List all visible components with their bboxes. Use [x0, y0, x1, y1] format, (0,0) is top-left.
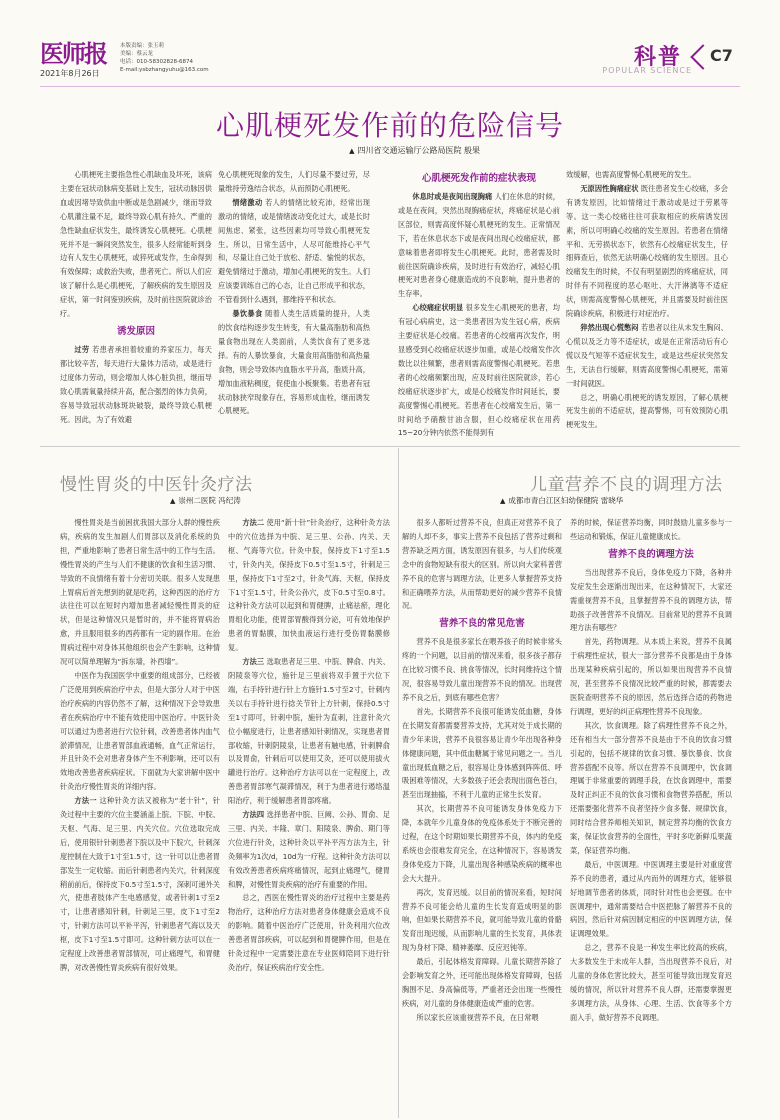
- paragraph: [228, 516, 390, 655]
- paragraph-text: 选择患者中脘、巨阙、公孙、胃俞、足三里、内关、丰隆、章门、阳陵泉、脾俞、期门等穴位进行针灸，这种针灸以平补平泻方法为主，针灸频率为1次/d，10d为一疗程。这种针灸方法可以有效改善患者疾病疼痛情况，起到止痛理气，健胃和脾，对慢性胃炎疾病的治疗有重要的作用。: [228, 810, 390, 889]
- left-article-headline: 慢性胃炎的中医针灸疗法: [60, 475, 253, 495]
- triangle-icon: ▲: [500, 497, 506, 505]
- paragraph-text: 营养不良是很多家长在喂养孩子的时候非常头疼的一个问题，以目前的情况来看，很多孩子都存在比较习惯不良、挑食等情况，长时间维持这个情况，很容易导致儿童出现营养不良的情况。出现营养不良之后，到底有哪些危害？: [402, 637, 562, 702]
- header-rule: [40, 86, 740, 87]
- main-byline: ▲ 四川省交通运输厅公路局医院 般果: [349, 146, 480, 155]
- subheading: 诱发原因: [116, 325, 155, 337]
- editor-line: 电话：010-58302828-6874: [120, 59, 193, 65]
- paragraph: [570, 719, 732, 858]
- paragraph: [402, 1011, 562, 1025]
- paragraph-text: 慢性胃炎是当前困扰我国大部分人群的慢性疾病，疾病的发生加剧人们胃部以及消化系统的负担，严重地影响了患者日常生活中的工作与生活。慢性胃炎的产生与人们不健康的饮食和生活习惯、导致的不良情绪有着十分密切关联。很多人发现患上胃病后首先想到的就是吃药，这种西医的治疗方法往往可以在短时内增加患者减轻慢性胃炎的症状，但是这种情况只是暂时的，并不能将胃病治愈，并且服用很多的西药都有一定的副作用。在治胃病过程中对身体其他组织也会产生影响，这种情况可以简单理解为“拆东墙，补西墙”。: [60, 518, 220, 667]
- paragraph: [566, 168, 728, 182]
- triangle-icon: ▲: [349, 147, 355, 155]
- paragraph-text: 首先，长期营养不良很可能诱发低血糖，身体在长期发育都需要营养支持，尤其对处于成长期的青少年来说，营养不良很容易让青少年出现各种身体健康问题，其中低血糖属于常见问题之一。当儿童出现低血糖之后，很容易让身体感到阵阵低、呼吸困难等情况，大多数孩子还会表现出面色苍白，甚至出现抽搐，不利于儿童的正常生长发育。: [402, 706, 562, 800]
- paragraph: [402, 886, 562, 956]
- paragraph: [398, 301, 560, 440]
- paragraph-text: 养的时候，保证营养均衡，同时鼓励儿童多参与一些运动和锻炼，保证儿童健康成长。: [570, 518, 732, 541]
- paragraph-text: 再次，发育迟缓。以目前的情况来看，短时间营养不良可能会给儿童的生长发育造成明显的影响，但如果长期营养不良，就可能导致儿童的骨骼发育出现迟缓，从而影响儿童的生长发育，具体表现为身材下降、精神萎靡、反应迟钝等。: [402, 887, 562, 953]
- lead-in: 方法四: [242, 810, 265, 820]
- paragraph: [60, 516, 220, 669]
- paragraph: [566, 182, 728, 321]
- paragraph: [402, 955, 562, 1011]
- paragraph-text: 若患者承担着较重的养家压力，每天都比较辛苦，每天进行大量体力活动，或是进行过度体力劳动，则会增加人体心脏负担，继而导致心肌需氧量持续升高，配合强烈的体力负荷，容易导致冠状动脉斑块破裂，最终导致心肌梗死。因此，为了有效避: [60, 344, 212, 424]
- page-number: C7: [710, 46, 733, 65]
- paragraph-text: 总之，营养不良是一种发生率比较高的疾病，大多数发生于未成年人群，当出现营养不良后，对儿童的身体危害比较大，甚至可能导致出现发育迟缓的情况，所以针对营养不良人群，还需要掌握更多调理方法，从身体、心理、生活、饮食等多个方面入手，做好营养不良调理。: [570, 943, 732, 1022]
- paragraph-text: 其次，长期营养不良可能诱发身体免疫力下降，本就年少儿童身体的免疫体系处于不断完善的过程，在这个时期如果长期营养不良，体内的免疫系统也会很难发育完全，在这种情况下，容易诱发身体免疫力下降，儿童出现各种感染疾病的概率也会大大提升。: [402, 804, 562, 883]
- paragraph-text: 既往患者发生心绞痛，多会有诱发原因，比如情绪过于激动或是过于劳累等等。这一类心绞痛往往可获取相应的疾病诱发因素，所以可明确心绞痛的发生原因。若患者在情绪平和、无劳损状态下，依然有心绞痛症状发生，仔细筛查后，依然无法明确心绞痛的发生原因。且心绞痛发生的时候，不仅有明显剧烈的疼痛症状，同时伴有不同程度的恶心呕吐、大汗淋漓等不适症状，则需高度警惕心肌梗死，并且需要及时前往医院确诊疾病，积极进行对症治疗。: [566, 183, 728, 319]
- lead-in: 心绞痛症状明显: [412, 303, 464, 313]
- paragraph-text: 总之，西医在慢性胃炎的治疗过程中主要是药物治疗，这种治疗方法对患者身体健康会造成不良的影响。随着中医治疗广泛使用，针灸利用穴位改善患者胃部疾病，可以起到和胃健脾作用，但是在针灸过程中一定需要注意在专业医师陪同下进行针灸治疗，保证疾病治疗安全性。: [228, 893, 390, 972]
- column-divider: [398, 448, 399, 1118]
- paragraph-text: 其次，饮食调理。除了病理性营养不良之外，还有相当大一部分营养不良是由于不良的饮食习惯引起的，包括不规律的饮食习惯、暴饮暴食、饮食营养搭配不良等。所以在营养不良调理中，饮食调理属于非常重要的调理手段，在饮食调理中，需要及时正纠正不良的饮食习惯和食物营养搭配，所以还需要强化营养不良者坚持少食多餐、规律饮食，同时结合营养师相关知识，制定营养均衡的饮食方案，保证饮食营养的全面性，平时多吃新鲜瓜果蔬菜，保证营养均衡。: [570, 720, 732, 855]
- left-article-column-2: [228, 516, 390, 1112]
- paragraph: [566, 391, 728, 433]
- paragraph-text: 总之，明确心肌梗死的诱发原因，了解心肌梗死发生前的不适症状，提高警惕，可有效预防心肌梗死发生。: [566, 392, 728, 430]
- paragraph-text: 中医作为我国医学中重要的组成部分，已经被广泛使用到疾病治疗中去，但是大部分人对于中医治疗疾病的内容仍然不了解，这种情况下会导致患者在疾病治疗中不能有效使用中医治疗。中医针灸可以通过为患者进行穴位针刺，改善患者体内血气淤滞情况，让患者胃部血液通畅，血气正常运行，并且针灸不会对患者身体产生不利影响，还可以有效地改善患者疾病症状。下面就为大家讲解中医中针灸治疗慢性胃炎的详细内容。: [60, 670, 220, 792]
- paragraph: [570, 516, 732, 544]
- paragraph: [570, 566, 732, 636]
- paragraph-text: 若患者以往从未发生胸闷、心慌以及乏力等不适症状，或是在正常活动后有心慌以及气短等不适症状发生，或是这些症状突然发生，无法自行缓解，则需高度警惕心肌梗死，需第一时间就医。: [566, 322, 728, 388]
- paragraph: [566, 321, 728, 391]
- main-headline: 心肌梗死发作前的危险信号: [215, 109, 564, 142]
- lead-in: 情绪激动: [232, 197, 263, 207]
- paragraph: [218, 196, 370, 307]
- section-divider: [40, 446, 740, 447]
- paragraph-text: 心肌梗死主要指急性心肌缺血及坏死，该病主要在冠状动脉病变基础上发生，冠状动脉因供血或因堵导致供血中断或是急剧减少，继而导致心肌灌注量不足，最终导致心肌有持久、严重的急性缺血症状发生，最终诱发心肌梗死。心肌梗死并不是一瞬间突然发生，很多人经常能听到身边有人发生心肌梗死，或猝死或发作，生命得到有效保障；或救治失败，患者死亡。所以人们应该了解什么是心肌梗死，了解疾病的发生原因及症状，第一时间鉴别疾病，及时前往医院就诊治疗。: [60, 170, 212, 319]
- paragraph-text: 人们在休息的时候，或是在夜间，突然出现胸痛症状，疼痛症状是心前区部位，则需高度怀疑心肌梗死的发生。正常情况下，若在休息状态下或是夜间出现心绞痛症状，都意味着患者即将发生心肌梗死。此时，患者需及时前往医院确诊疾病，及时进行有效治疗，减轻心肌梗死对患者身心健康造成的不良影响，提升患者的生存率。: [398, 192, 560, 299]
- section-title: 科普: [633, 45, 682, 70]
- triangle-icon: ▲: [170, 497, 176, 505]
- paragraph: [402, 802, 562, 885]
- editor-line: E-mail:ysbzhangyuhu@163.com: [120, 67, 209, 73]
- masthead: [40, 40, 740, 84]
- paragraph-text: 所以家长应该重视营养不良，在日常喂: [416, 1012, 539, 1022]
- paragraph: [218, 307, 370, 418]
- paragraph: [402, 705, 562, 802]
- lead-in: 方法二: [242, 518, 265, 527]
- paragraph: [218, 168, 370, 196]
- paragraph-text: 使用“新十针”针灸治疗，这种针灸方法中的穴位选择为中脘、足三里、公孙、内关、天枢、气海等穴位。针灸中脘，保持皮下1寸至1.5寸，针灸内关，保持皮下0.5寸至1.5寸，针刺足三里，保持皮下1寸至2寸，针灸气海、天枢，保持皮下1寸至1.5寸，针灸公孙穴，皮下0.5寸至0.8寸。这种针灸方法可以起到和胃健脾，止痛祛瘀，理化胃组化功能，使胃部胃酸得到分泌，可有效地保护患者的胃黏膜，加快血液运行进行受伤胃黏膜修复。: [228, 518, 390, 653]
- subheading: 营养不良的调理方法: [608, 548, 694, 560]
- lead-in: 休息时或是夜间出现胸痛: [412, 192, 493, 201]
- lead-in: 暴饮暴食: [232, 309, 263, 319]
- lead-in: 方法三: [242, 657, 265, 667]
- paragraph-text: 选取患者足三里、中脘、脾俞、内关、阴陵泉等穴位，施针足三里前将双手置于穴位下端，右手持针进行针上方施针1.5寸至2寸，针刺内关以右手持针进行捻关节针上方针刺，保持0.5寸至1寸即可，针刺中脘，施针为直刺，注意针灸穴位小幅度进行，让患者感知针刺情况，实现患者胃部收缩，针刺阴陵泉，让患者有触电感，针刺脾俞以及胃俞，针刺后可以使用艾灸，还可以使用拔火罐进行治疗。这种治疗方法可以在一定程度上，改善患者胃部寒气凝滞情况，利于为患者进行遏络温阳治疗，利于缓解患者胃部疼痛。: [228, 657, 390, 806]
- section-subtitle: POPULAR SCIENCE: [602, 66, 692, 75]
- editor-info: [120, 42, 209, 74]
- lead-in: 方法一: [74, 796, 97, 806]
- paragraph: [402, 635, 562, 705]
- paragraph: [60, 794, 220, 975]
- main-column-3: [398, 168, 560, 442]
- paragraph-text: 当出现营养不良后，身体免疫力下降，各种并发症发生会逐渐出现出来，在这种情况下，大家还需重视营养不良，且掌握营养不良的调理方法，帮助孩子改善营养不良情况。目前常见的营养不良调理方法有哪些？: [570, 567, 732, 633]
- paragraph: [228, 808, 390, 891]
- right-article-column-2: [570, 516, 732, 1112]
- issue-date: 2021年8月26日: [40, 69, 100, 78]
- paragraph-text: 最后，引起体格发育障碍。儿童长期营养除了会影响发育之外，还可能出现体格发育障碍，包括胸围不足、身高偏低等，严重者还会出现一些慢性疾病，对儿童的身体健康造成严重的危害。: [402, 957, 562, 1008]
- paragraph: [60, 168, 212, 321]
- paragraph: [570, 941, 732, 1024]
- paragraph-text: 随着人类生活质量的提升，人类的饮食结构逐步发生转变，有大量高脂肪和高热量食物出现在人类面前，人类饮食有了更多选择。有的人暴饮暴食，大量食用高脂肪和高热量食物，则会导致体内血脂水平升高，脂质升高，增加血液粘稠度，促使血小板聚集。若患者有冠状动脉狭窄现象存在，容易形成血栓，继而诱发心肌梗死。: [218, 309, 370, 416]
- paragraph-text: 很多发生心肌梗死的患者，均有冠心病病史，这一类患者因为发生冠心病，疾病主要症状是心绞痛。若患者的心绞痛再次发作，明显感受到心绞痛症状逐步加重，或是心绞痛发作次数比以往频繁，患者则需高度警惕心肌梗死。若患者的心绞痛频繁出现，应及时前往医院就诊，若心绞痛症状逐步扩大，或是心绞痛发作时间延长，要高度警惕心肌梗死。若患者在心绞痛发生后，第一时间给予硝酸甘油含服，但心绞痛症状在用药15~20分钟内依然不能得到有: [398, 303, 560, 438]
- paragraph-text: 这种针灸方法又被称为“老十针”，针灸过程中主要的穴位主要涵盖上脘、下脘、中脘、天枢、气海、足三里、内关穴位。穴位选取完成后，使用银针针刺患者下脘以及中下脘穴，针刺深度控制在大致于1寸至1.5寸，这一针可以让患者胃部发生一定收缩。而后针刺患者内关穴，针刺深度稍前前后，保持皮下0.5寸至1.5寸，深刺可递外关穴，使患者肢体产生电感感觉，或者针刺1寸至2寸，让患者感知针刺，针刺足三里，皮下1寸至2寸，针刺方法可以平补平泻，针刺患者气海以及天枢，皮下1寸至1.5寸即可。这种针刺方法可以在一定程度上改善患者胃部情况，可止痛理气，和胃健脾，对改善慢性胃炎疾病有很好效果。: [60, 796, 220, 972]
- paragraph: [228, 891, 390, 974]
- paragraph-text: 免心肌梗死现象的发生，人们尽量不要过劳，尽量维持劳逸结合状态，从而预防心肌梗死。: [218, 170, 370, 193]
- paragraph: [60, 669, 220, 794]
- page-number-block: [692, 46, 740, 74]
- paragraph-text: 最后，中医调理。中医调理主要是针对重度营养不良的患者，通过从内而外的调理方式，能够很好地调节患者的体质，同时针对性也会更强。在中医调理中，通常需要结合中医把脉了解营养不良的病因，然后针对病因制定相应的中医调理方法，保证调理效果。: [570, 859, 732, 939]
- right-article-byline: ▲ 成都市青白江区妇幼保健院 雷晓华: [500, 496, 624, 505]
- editor-line: 美编：蔡云龙: [120, 51, 154, 57]
- lead-in: 过劳: [74, 344, 90, 354]
- paragraph: [60, 343, 212, 426]
- right-article-headline: 儿童营养不良的调理方法: [530, 475, 723, 495]
- paragraph-text: 首先，药物调理。从本质上来说，营养不良属于病理性症状，很大一部分营养不良都是由于身体出现某种疾病引起的，所以如果出现营养不良情况，甚至营养不良情况比较严重的时候，都需要去医院查明营养不良的原因，然后选择合适的药物进行调理，更好的纠正病理性营养不良现象。: [570, 637, 732, 716]
- paragraph-text: 效缓解，也需高度警惕心肌梗死的发生。: [566, 170, 696, 179]
- paragraph-text: 若人的情绪比较充沛，经常出现激动的情绪，或是情绪波动变化过大，或是长时间焦虑、紧张，这些因素均可导致心肌梗死发生。所以，日常生活中，人尽可能维持心平气和，尽量让自己处于放松、舒适、愉悦的状态，避免情绪过于激动，增加心肌梗死的发生。人们应该要训练自己的心态，让自己形成平和状态，不管看到什么遇到，都维持平和状态。: [218, 197, 370, 305]
- subheading: 营养不良的常见危害: [439, 618, 525, 630]
- left-article-column-1: [60, 516, 220, 1112]
- newspaper-logo: 医师报: [40, 39, 106, 68]
- right-article-column-1: [402, 516, 562, 1112]
- lead-in: 无原因性胸痛症状: [580, 183, 639, 193]
- main-column-2: [218, 168, 370, 442]
- lead-in: 猝然出现心慌憋闷: [580, 322, 639, 332]
- paragraph: [570, 635, 732, 718]
- paragraph: [570, 858, 732, 941]
- paragraph: [402, 516, 562, 613]
- main-column-4: [566, 168, 728, 442]
- paragraph-text: 很多人都听过营养不良，但真正对营养不良了解的人却不多，事实上营养不良包括了营养过剩和营养缺乏两方面，诱发原因有很多，与人们传统观念中的食物短缺有很大的区别。所以向大家科普营养不良的危害与调理方法，让更多人掌握营养支持和正确喂养方法，从而帮助更好的减少营养不良情况。: [402, 518, 562, 611]
- editor-line: 本版责编：张玉莉: [120, 43, 165, 49]
- main-column-1: [60, 168, 212, 442]
- paragraph: [398, 190, 560, 301]
- left-article-byline: ▲ 崇州二医院 冯纪涛: [170, 496, 241, 505]
- paragraph: [228, 655, 390, 808]
- subheading: 心肌梗死发作前的症状表现: [421, 173, 536, 184]
